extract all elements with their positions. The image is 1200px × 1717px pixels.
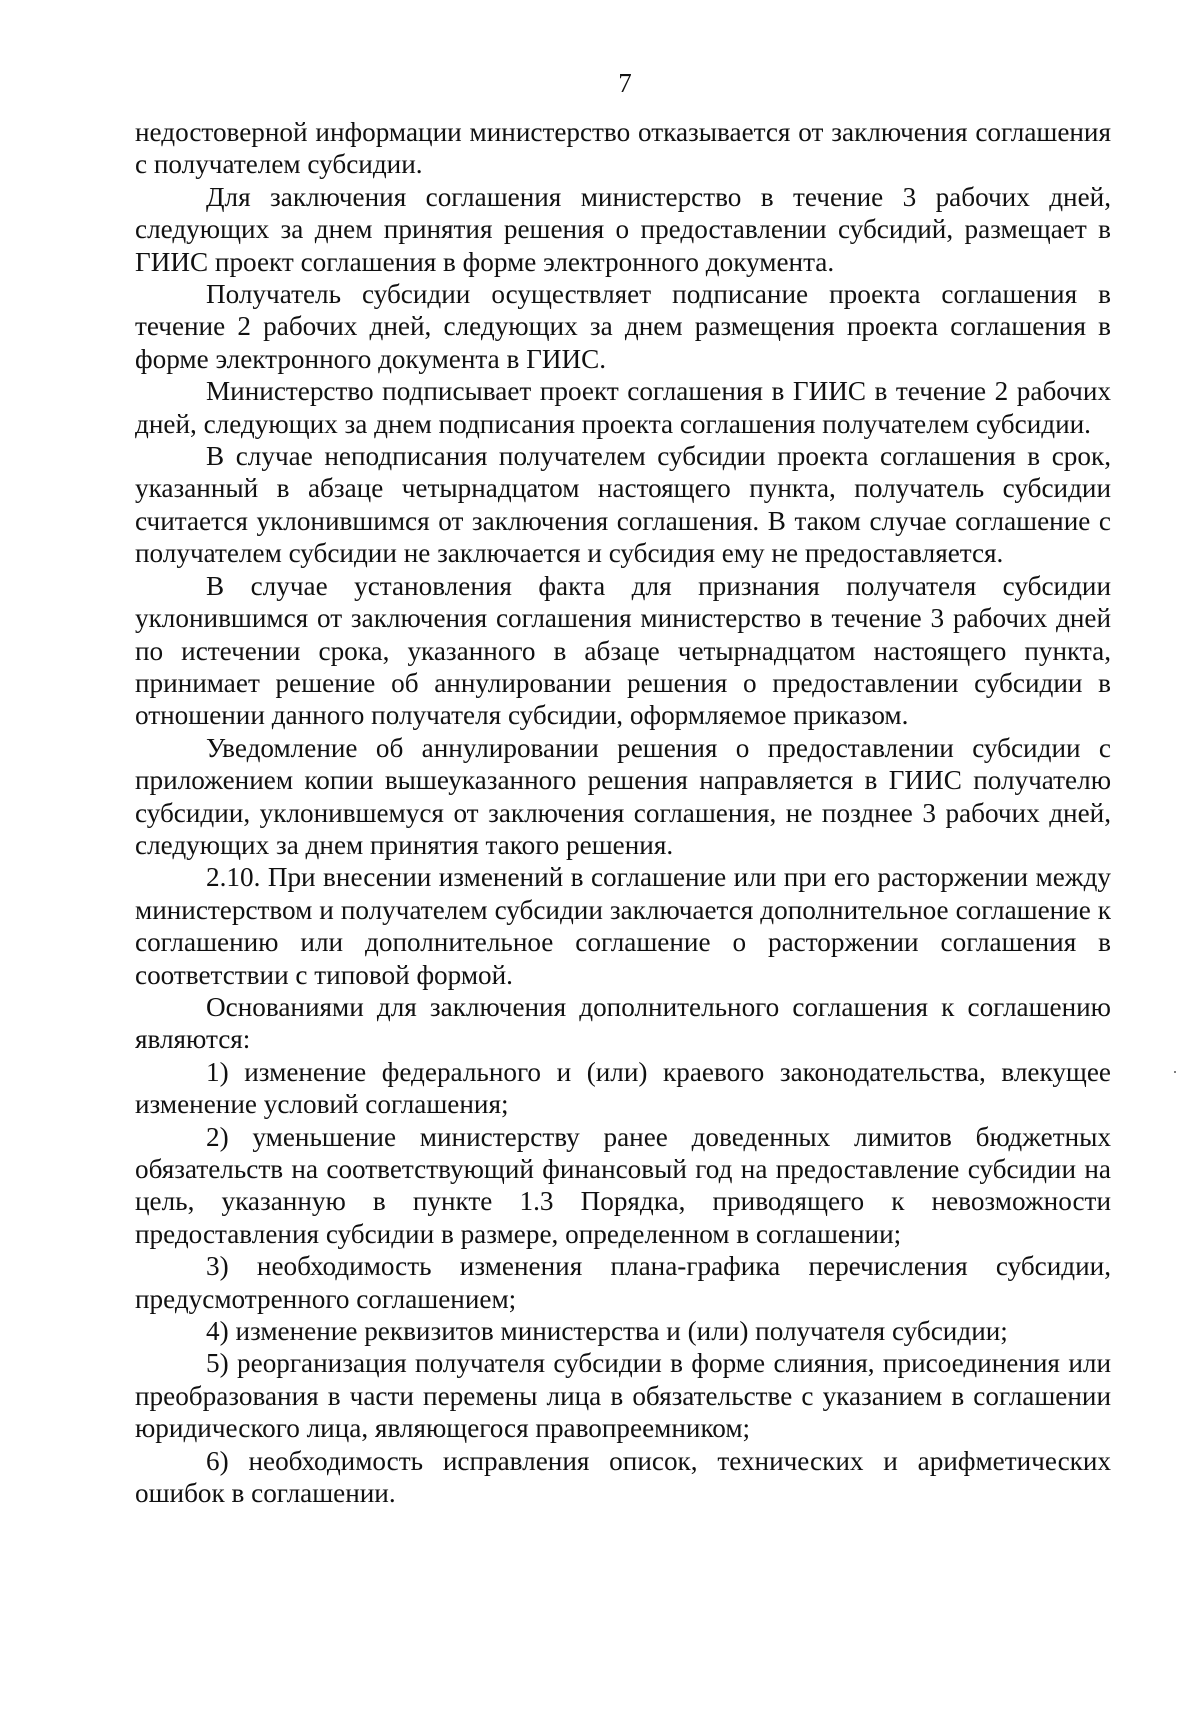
list-item: 5) реорганизация получателя субсидии в форме слияния, присоединения или преобразования в части перемены лица в обязательстве с указанием в соглашении юридического лица, являющегося правопреемником;	[135, 1348, 1111, 1444]
paragraph: В случае неподписания получателем субсидии проекта соглашения в срок, указанный в абзаце четырнадцатом настоящего пункта, получатель субсидии считается уклонившимся от заключения соглашения. В таком случае соглашение с получателем субсидии не заключается и субсидия ему не предоставляется.	[135, 441, 1111, 569]
list-item: 2) уменьшение министерству ранее доведенных лимитов бюджетных обязательств на соответствующий финансовый год на предоставление субсидии на цель, указанную в пункте 1.3 Порядка, приводящего к невозможности предоставления субсидии в размере, определенном в соглашении;	[135, 1121, 1111, 1249]
paragraph: 2.10. При внесении изменений в соглашение или при его расторжении между министерством и получателем субсидии заключается дополнительное соглашение к соглашению или дополнительное соглашение о расторжении соглашения в соответствии с типовой формой.	[135, 862, 1111, 990]
paragraph: недостоверной информации министерство отказывается от заключения соглашения с получателем субсидии.	[135, 117, 1111, 180]
paragraph: Получатель субсидии осуществляет подписание проекта соглашения в течение 2 рабочих дней, следующих за днем размещения проекта соглашения в форме электронного документа в ГИИС.	[135, 279, 1111, 374]
list-item: 6) необходимость исправления описок, технических и арифметических ошибок в соглашении.	[135, 1445, 1111, 1509]
paragraph: Основаниями для заключения дополнительного соглашения к соглашению являются:	[135, 991, 1111, 1055]
paragraph: Уведомление об аннулировании решения о предоставлении субсидии с приложением копии вышеуказанного решения направляется в ГИИС получателю субсидии, уклонившемуся от заключения соглашения, не позднее 3 рабочих дней, следующих за днем принятия такого решения.	[135, 732, 1111, 860]
paragraph: Для заключения соглашения министерство в течение 3 рабочих дней, следующих за днем принятия решения о предоставлении субсидий, размещает в ГИИС проект соглашения в форме электронного документа.	[135, 181, 1111, 277]
list-item: 1) изменение федерального и (или) краевого законодательства, влекущее изменение условий соглашения;	[135, 1056, 1111, 1120]
list-item: 4) изменение реквизитов министерства и (или) получателя субсидии;	[206, 1316, 1008, 1347]
paragraph: Министерство подписывает проект соглашения в ГИИС в течение 2 рабочих дней, следующих за днем подписания проекта соглашения получателем субсидии.	[135, 376, 1111, 439]
scan-speck	[1174, 1071, 1176, 1073]
paragraph: В случае установления факта для признания получателя субсидии уклонившимся от заключения соглашения министерство в течение 3 рабочих дней по истечении срока, указанного в абзаце четырнадцатом настоящего пункта, принимает решение об аннулировании решения о предоставлении субсидии в отношении данного получателя субсидии, оформляемое приказом.	[135, 570, 1111, 731]
list-item: 3) необходимость изменения плана-графика перечисления субсидии, предусмотренного соглашением;	[135, 1251, 1111, 1314]
page-number: 7	[618, 68, 632, 98]
document-body	[135, 116, 1111, 1509]
